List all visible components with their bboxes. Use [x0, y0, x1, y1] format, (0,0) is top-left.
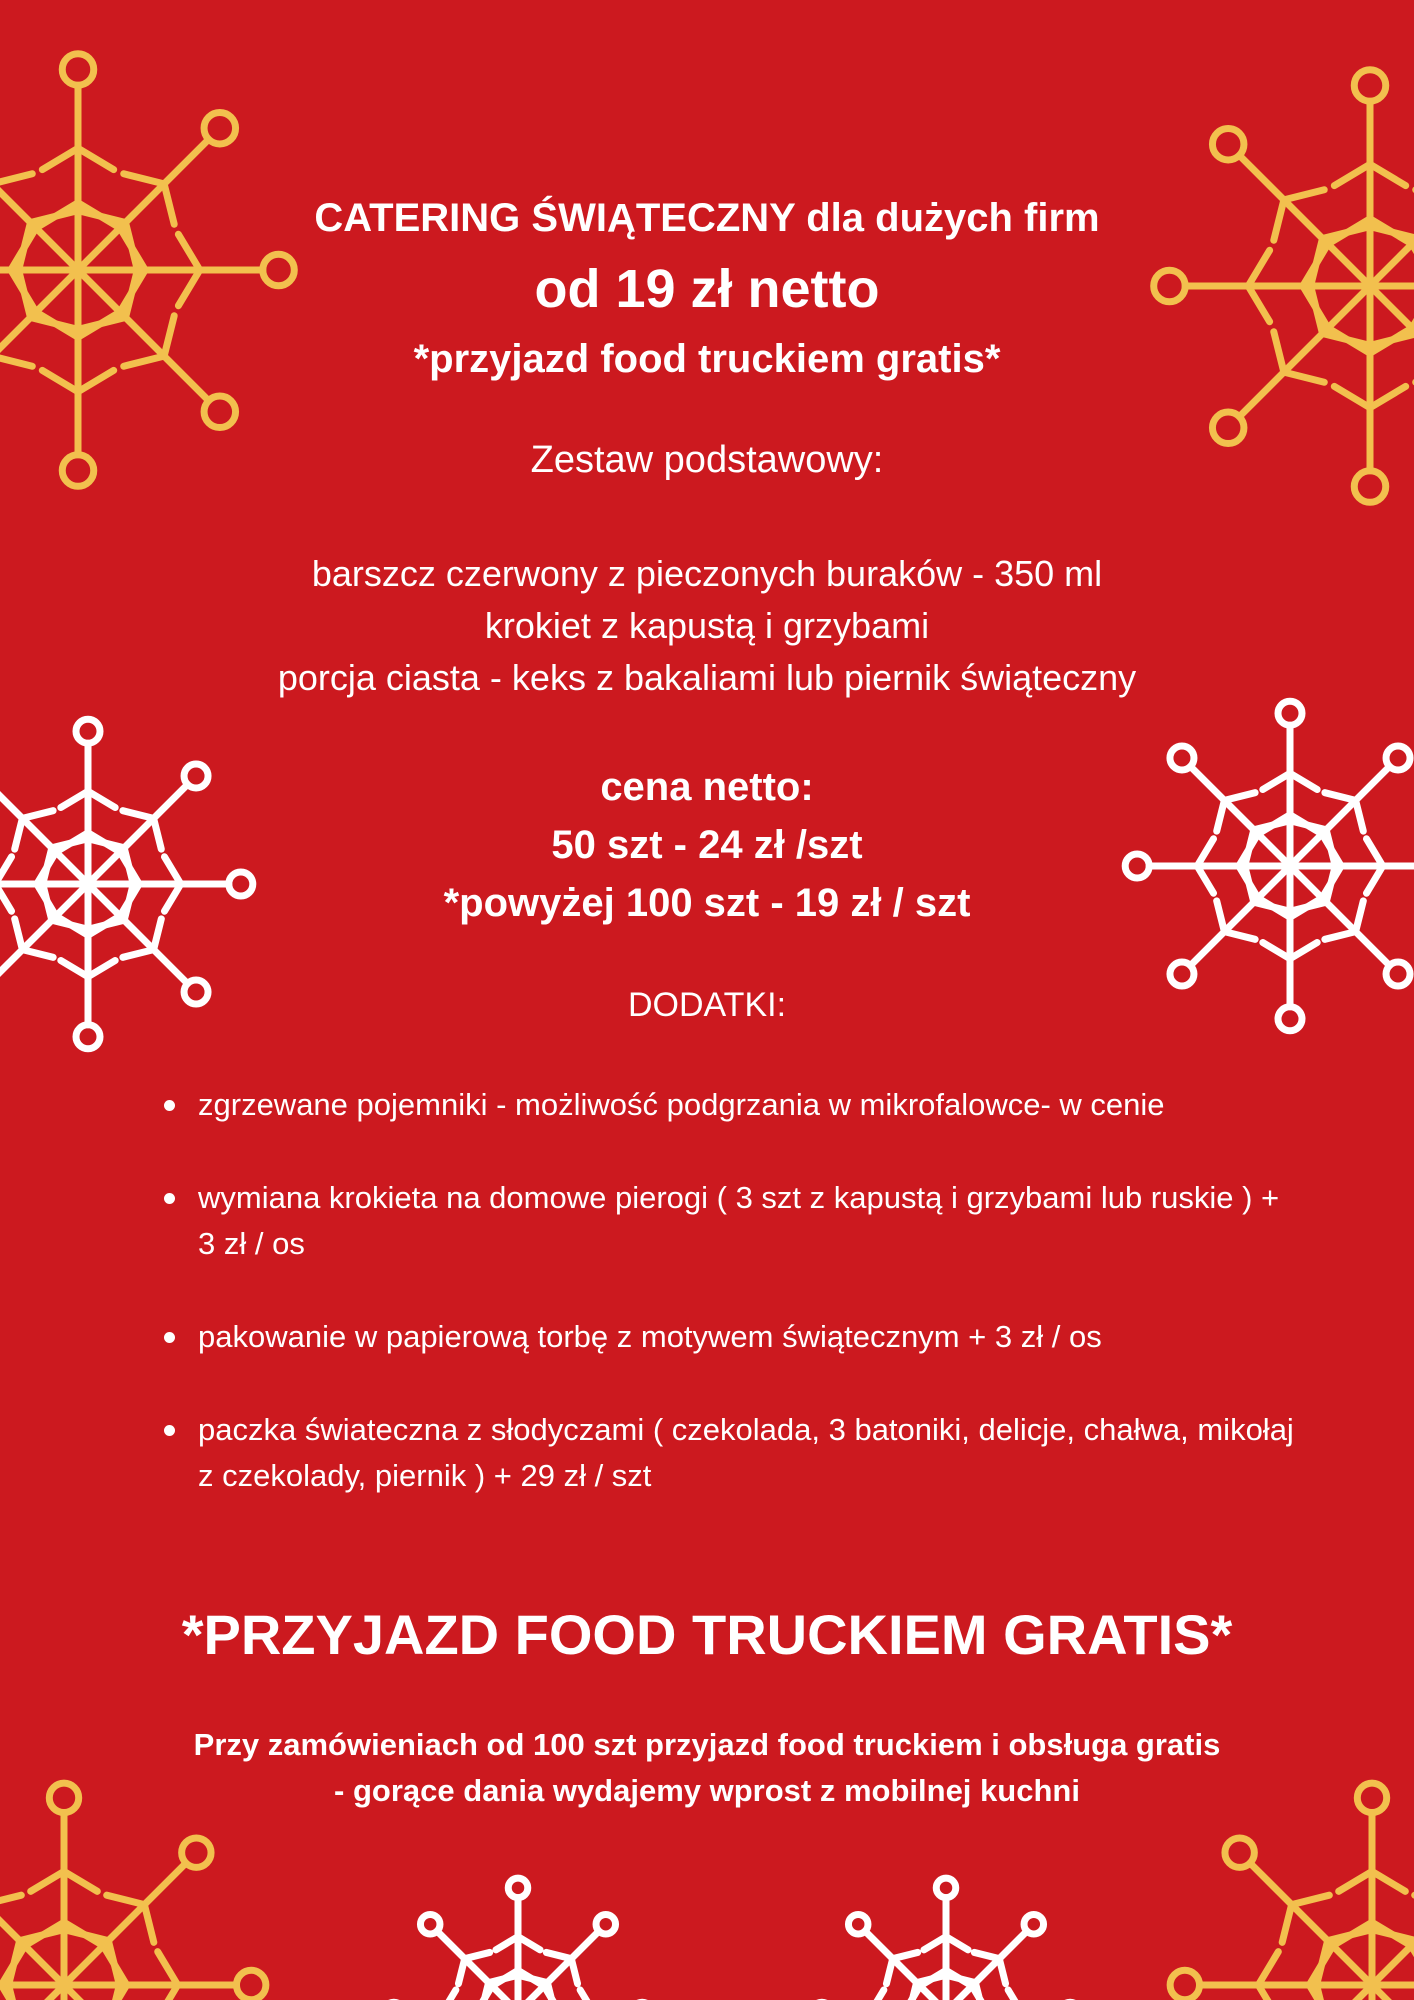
- addon-item: [160, 1407, 1300, 1499]
- promo-headline: *PRZYJAZD FOOD TRUCKIEM GRATIS*: [181, 1603, 1233, 1666]
- basic-set-list: [0, 548, 1414, 704]
- addons-title: DODATKI:: [627, 986, 787, 1024]
- pricing-line: 50 szt - 24 zł /szt: [551, 823, 863, 867]
- bullet-icon: [164, 1193, 175, 1204]
- promo-line: - gorące dania wydajemy wprost z mobilnej kuchni: [334, 1773, 1080, 1808]
- headline: CATERING ŚWIĄTECZNY dla dużych firm: [314, 196, 1100, 240]
- menu-item: barszcz czerwony z pieczonych buraków - 350 ml: [311, 553, 1103, 594]
- addon-text: pakowanie w papierową torbę z motywem świątecznym + 3 zł / os: [198, 1319, 1102, 1354]
- pricing-block: [0, 758, 1414, 932]
- addon-item: [160, 1314, 1300, 1360]
- addons-list: [160, 1082, 1300, 1546]
- menu-item: porcja ciasta - keks z bakaliami lub piernik świąteczny: [277, 657, 1137, 698]
- price-headline: od 19 zł netto: [534, 259, 880, 319]
- pricing-title: cena netto:: [600, 765, 814, 809]
- pricing-line: *powyżej 100 szt - 19 zł / szt: [443, 881, 971, 925]
- addon-text: paczka świateczna z słodyczami ( czekolada, 3 batoniki, delicje, chałwa, mikołaj z czekolady, piernik ) + 29 zł / szt: [198, 1412, 1294, 1493]
- promo-footer: [0, 1722, 1414, 1814]
- free-delivery-note: *przyjazd food truckiem gratis*: [413, 337, 1001, 381]
- addon-text: wymiana krokieta na domowe pierogi ( 3 szt z kapustą i grzybami lub ruskie ) + 3 zł / os: [198, 1180, 1280, 1261]
- basic-set-title: Zestaw podstawowy:: [530, 439, 884, 481]
- bullet-icon: [164, 1332, 175, 1343]
- bullet-icon: [164, 1425, 175, 1436]
- addon-text: zgrzewane pojemniki - możliwość podgrzania w mikrofalowce- w cenie: [198, 1087, 1165, 1122]
- addon-item: [160, 1082, 1300, 1128]
- menu-item: krokiet z kapustą i grzybami: [484, 605, 930, 646]
- bullet-icon: [164, 1100, 175, 1111]
- addon-item: [160, 1175, 1300, 1267]
- promo-line: Przy zamówieniach od 100 szt przyjazd food truckiem i obsługa gratis: [193, 1727, 1221, 1762]
